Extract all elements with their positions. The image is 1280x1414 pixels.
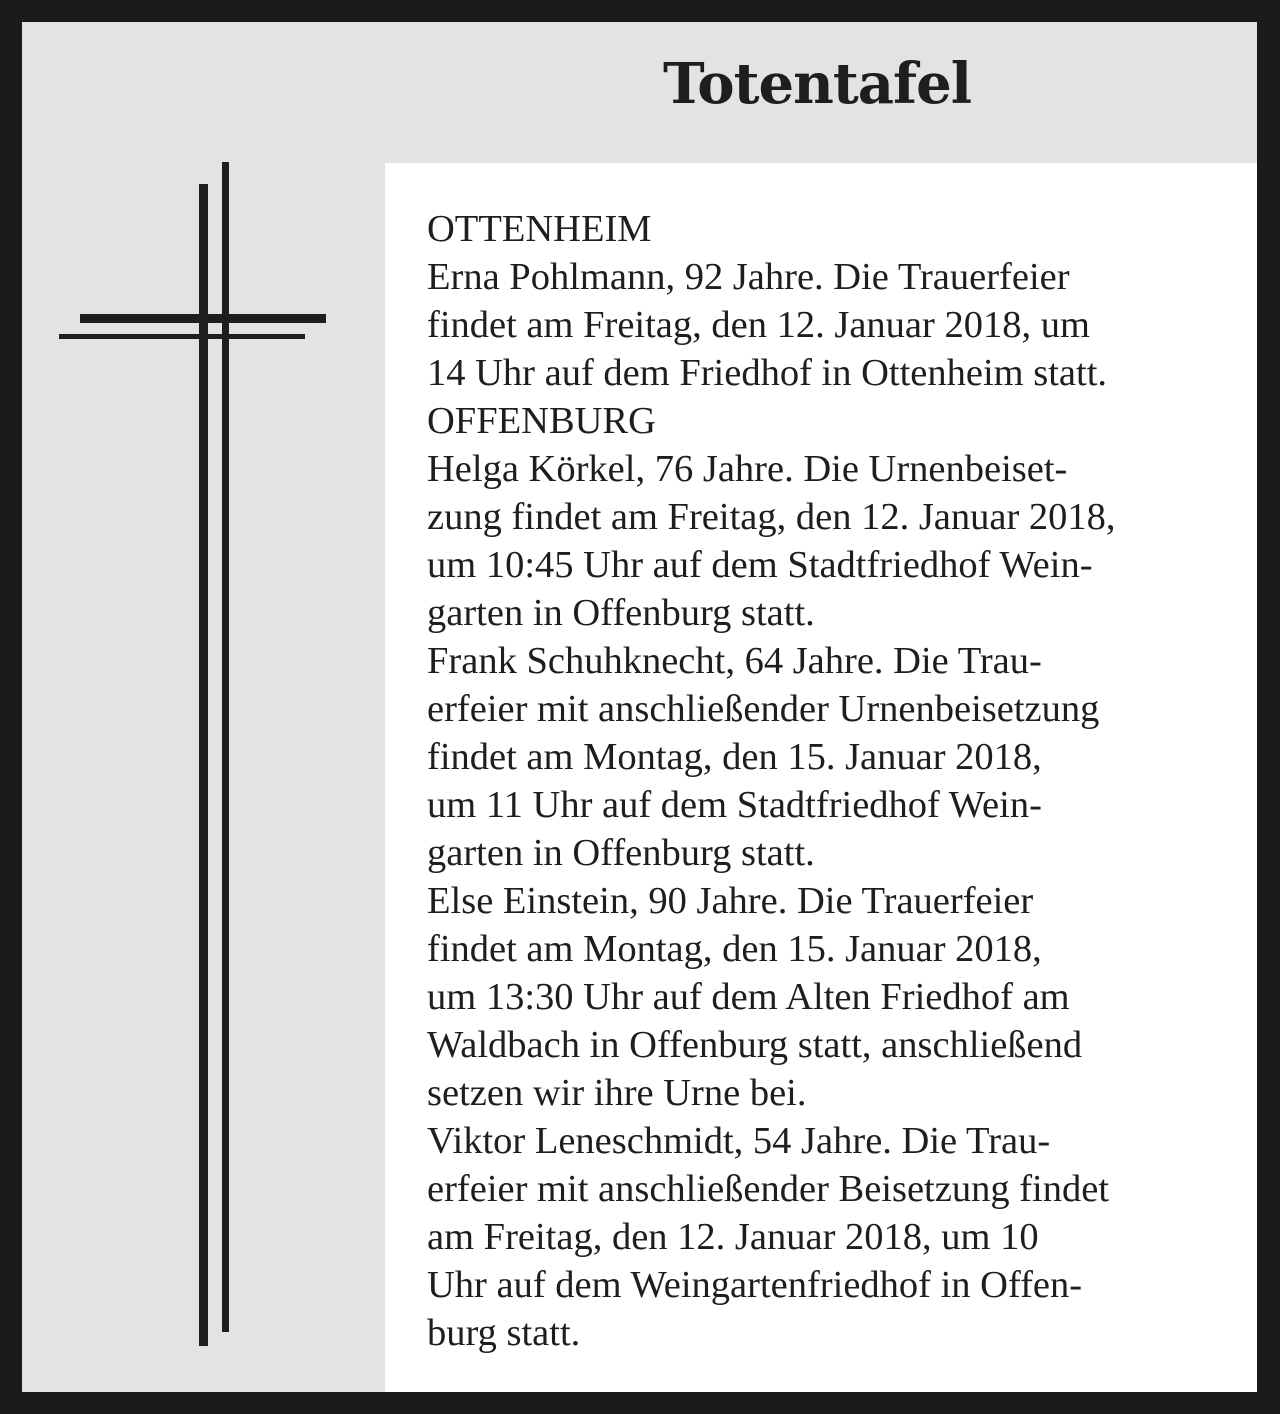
entry-line: Frank Schuhknecht, 64 Jahre. Die Trau- xyxy=(427,640,1042,682)
entry-line: burg statt. xyxy=(427,1312,581,1354)
obituary-entry xyxy=(427,1117,1247,1357)
entry-line: findet am Montag, den 15. Januar 2018, xyxy=(427,928,1042,970)
place-heading-ottenheim: OTTENHEIM xyxy=(427,208,652,250)
page-title: Totentafel xyxy=(663,51,971,117)
entry-line: Waldbach in Offenburg statt, anschließend xyxy=(427,1024,1083,1066)
entry-line: um 13:30 Uhr auf dem Alten Friedhof am xyxy=(427,976,1070,1018)
place-heading-offenburg: OFFENBURG xyxy=(427,400,656,442)
entry-line: am Freitag, den 12. Januar 2018, um 10 xyxy=(427,1216,1039,1258)
entry-line: Else Einstein, 90 Jahre. Die Trauerfeier xyxy=(427,880,1034,922)
entry-line: um 11 Uhr auf dem Stadtfriedhof Wein- xyxy=(427,784,1042,826)
entry-line: zung findet am Freitag, den 12. Januar 2018, xyxy=(427,496,1116,538)
obituary-entry xyxy=(427,877,1247,1117)
obituary-entry xyxy=(427,637,1247,877)
entry-line: findet am Freitag, den 12. Januar 2018, um xyxy=(427,304,1090,346)
entry-line: Viktor Leneschmidt, 54 Jahre. Die Trau- xyxy=(427,1120,1051,1162)
obituary-entry xyxy=(427,253,1247,397)
obituary-entry xyxy=(427,445,1247,637)
entry-line: Helga Körkel, 76 Jahre. Die Urnenbeiset- xyxy=(427,448,1068,490)
entry-line: 14 Uhr auf dem Friedhof in Ottenheim statt. xyxy=(427,352,1108,394)
entry-line: erfeier mit anschließender Urnenbeisetzung xyxy=(427,688,1100,730)
cross-icon xyxy=(22,22,385,1392)
entry-line: garten in Offenburg statt. xyxy=(427,832,815,874)
notice-content xyxy=(385,163,1257,1392)
entry-line: setzen wir ihre Urne bei. xyxy=(427,1072,807,1114)
entry-line: garten in Offenburg statt. xyxy=(427,592,815,634)
cross-horizontal-bar-top xyxy=(80,314,326,323)
cross-vertical-bar-left xyxy=(199,184,208,1346)
notice-text xyxy=(427,205,1247,1357)
notice-panel xyxy=(22,22,1257,1392)
entry-line: um 10:45 Uhr auf dem Stadtfriedhof Wein- xyxy=(427,544,1093,586)
entry-line: Erna Pohlmann, 92 Jahre. Die Trauerfeier xyxy=(427,256,1070,298)
cross-horizontal-bar-bottom xyxy=(59,334,305,339)
entry-line: Uhr auf dem Weingartenfriedhof in Offen- xyxy=(427,1264,1083,1306)
entry-line: erfeier mit anschließender Beisetzung findet xyxy=(427,1168,1110,1210)
entry-line: findet am Montag, den 15. Januar 2018, xyxy=(427,736,1042,778)
